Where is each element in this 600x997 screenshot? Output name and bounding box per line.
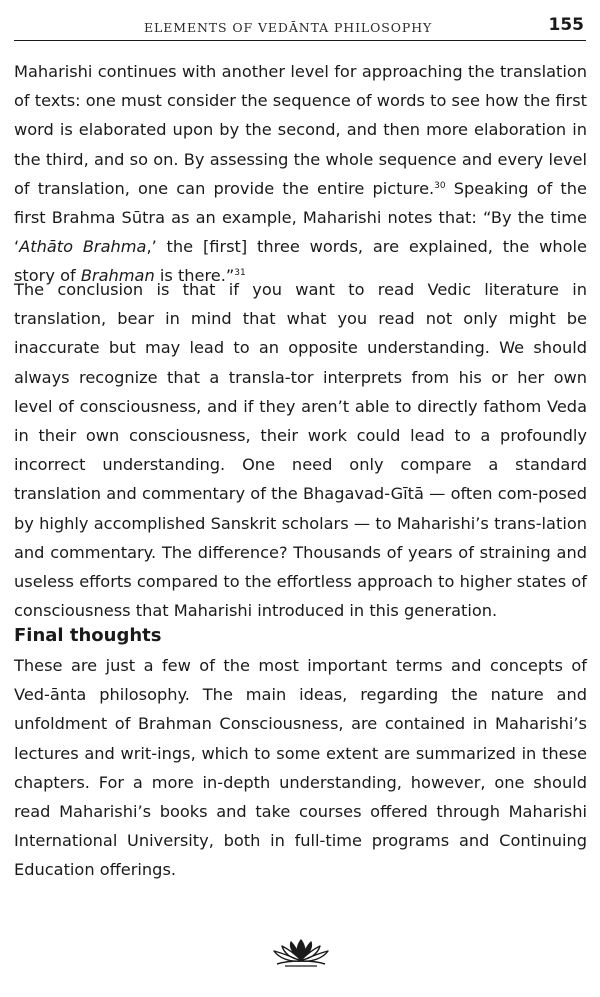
page-number: 155 <box>548 15 584 35</box>
p1-text-c: ,’ the [first] three words, are explained, the whole story of <box>14 237 587 286</box>
lotus-icon <box>265 937 337 967</box>
p1-text-b: Speaking of the first Brahma Sūtra as an example, Maharishi notes that: “By the time ‘ <box>14 178 587 257</box>
footnote-ref-31: 31 <box>234 268 246 279</box>
p1-text-a: Maharishi continues with another level for approaching the translation of texts: one must consider the sequence of words to see how the first word is elaborated upon by the second, and then more elaboration in the third, and so on. By assessing the whole sequence and every level of translation, one can provide the entire picture. <box>14 62 587 198</box>
p1-text-d: is there.” <box>154 266 235 286</box>
footnote-ref-30: 30 <box>434 180 446 191</box>
running-title: ELEMENTS OF VEDĀNTA PHILOSOPHY <box>144 20 433 35</box>
header-rule <box>14 40 586 41</box>
p1-italic-brahman: Brahman <box>80 266 155 286</box>
section-heading-final-thoughts: Final thoughts <box>14 625 162 646</box>
p1-italic-athato-brahma: Athāto Brahma <box>19 237 147 257</box>
paragraph-final-thoughts: These are just a few of the most important terms and concepts of Ved-ānta philosophy. The main ideas, regarding the nature and unfoldment of Brahman Consciousness, are contained in Maharishi’s lectures and writ-ings, which to some extent are summarized in these chapters. For a more in-depth understanding, however, one should read Maharishi’s books and take courses offered through Maharishi International University, both in full-time programs and Continuing Education offerings. <box>14 656 587 880</box>
running-head <box>14 14 586 40</box>
paragraph-translation-levels <box>14 57 587 291</box>
paragraph-conclusion: The conclusion is that if you want to read Vedic literature in translation, bear in mind that what you read not only might be inaccurate but may lead to an opposite understanding. We should always recognize that a transla-tor interprets from his or her own level of consciousness, and if they aren’t able to directly fathom Veda in their own consciousness, their work could lead to a profoundly incorrect understanding. One need only compare a standard translation and commentary of the Bhagavad-Gītā — often com-posed by highly accomplished Sanskrit scholars — to Maharishi’s trans-lation and commentary. The difference? Thousands of years of straining and useless efforts compared to the effortless approach to higher states of consciousness that Maharishi introduced in this generation. <box>14 280 587 621</box>
